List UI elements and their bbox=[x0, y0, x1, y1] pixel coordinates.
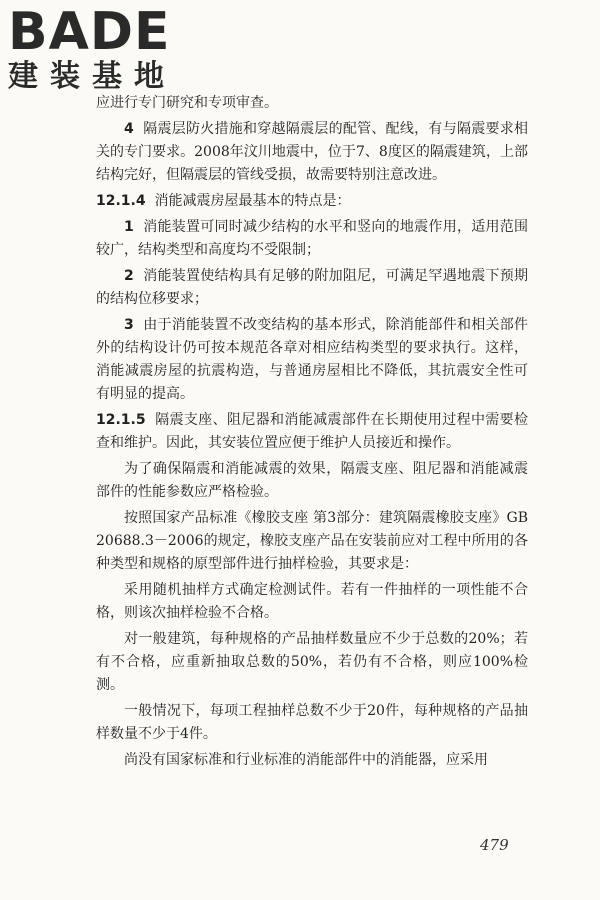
paragraph-text: 为了确保隔震和消能减震的效果，隔震支座、阻尼器和消能减震部件的性能参数应严格检验。 bbox=[96, 461, 528, 500]
paragraph bbox=[96, 118, 528, 187]
section-number: 12.1.4 bbox=[96, 193, 146, 209]
paragraph-text: 由于消能装置不改变结构的基本形式，除消能部件和相关部件外的结构设计仍可按本规范各章对相应结构类型的要求执行。这样，消能减震房屋的抗震构造，与普通房屋相比不降低，其抗震安全性可有明显的提高。 bbox=[96, 317, 529, 402]
paragraph-text: 一般情况下，每项工程抽样总数不少于20件，每种规格的产品抽样数量不少于4件。 bbox=[96, 703, 528, 742]
section-number: 12.1.5 bbox=[96, 412, 146, 428]
document-body bbox=[96, 92, 528, 775]
paragraph-text: 隔震支座、阻尼器和消能减震部件在长期使用过程中需要检查和维护。因此，其安装位置应便于维护人员接近和操作。 bbox=[96, 412, 528, 451]
paragraph bbox=[96, 749, 528, 772]
paragraph-text: 对一般建筑，每种规格的产品抽样数量应不少于总数的20%；若有不合格，应重新抽取总数的50%，若仍有不合格，则应100%检测。 bbox=[96, 631, 528, 693]
paragraph bbox=[96, 628, 528, 697]
paragraph bbox=[96, 579, 528, 625]
paragraph bbox=[96, 507, 528, 576]
section-paragraph bbox=[96, 190, 528, 213]
item-number: 2 bbox=[124, 268, 134, 284]
page-number: 479 bbox=[480, 836, 509, 854]
paragraph bbox=[96, 216, 528, 262]
section-paragraph bbox=[96, 409, 528, 455]
watermark-logo bbox=[8, 2, 178, 94]
paragraph-text: 消能装置可同时减少结构的水平和竖向的地震作用，适用范围较广，结构类型和高度均不受限制； bbox=[96, 219, 529, 258]
item-number: 4 bbox=[124, 121, 134, 137]
paragraph bbox=[96, 92, 528, 115]
paragraph-text: 应进行专门研究和专项审查。 bbox=[96, 95, 278, 111]
paragraph-text: 尚没有国家标准和行业标准的消能部件中的消能器，应采用 bbox=[124, 752, 488, 768]
paragraph bbox=[96, 314, 528, 406]
paragraph bbox=[96, 458, 528, 504]
paragraph bbox=[96, 265, 528, 311]
paragraph-text: 消能装置使结构具有足够的附加阻尼，可满足罕遇地震下预期的结构位移要求； bbox=[96, 268, 529, 307]
logo-text: BADE bbox=[8, 2, 171, 62]
item-number: 3 bbox=[124, 317, 134, 333]
paragraph-text: 按照国家产品标准《橡胶支座 第3部分：建筑隔震橡胶支座》GB 20688.3－2006的规定，橡胶支座产品在安装前应对工程中所用的各种类型和规格的原型部件进行抽样检验，其要求是： bbox=[96, 510, 528, 572]
item-number: 1 bbox=[124, 219, 134, 235]
paragraph-text: 隔震层防火措施和穿越隔震层的配管、配线，有与隔震要求相关的专门要求。2008年汶川地震中，位于7、8度区的隔震建筑，上部结构完好，但隔震层的管线受损，故需要特别注意改进。 bbox=[96, 121, 529, 183]
logo-subtext: 建装基地 bbox=[8, 59, 176, 94]
paragraph-text: 采用随机抽样方式确定检测试件。若有一件抽样的一项性能不合格，则该次抽样检验不合格。 bbox=[96, 582, 528, 621]
paragraph-text: 消能减震房屋最基本的特点是： bbox=[154, 193, 351, 209]
paragraph bbox=[96, 700, 528, 746]
